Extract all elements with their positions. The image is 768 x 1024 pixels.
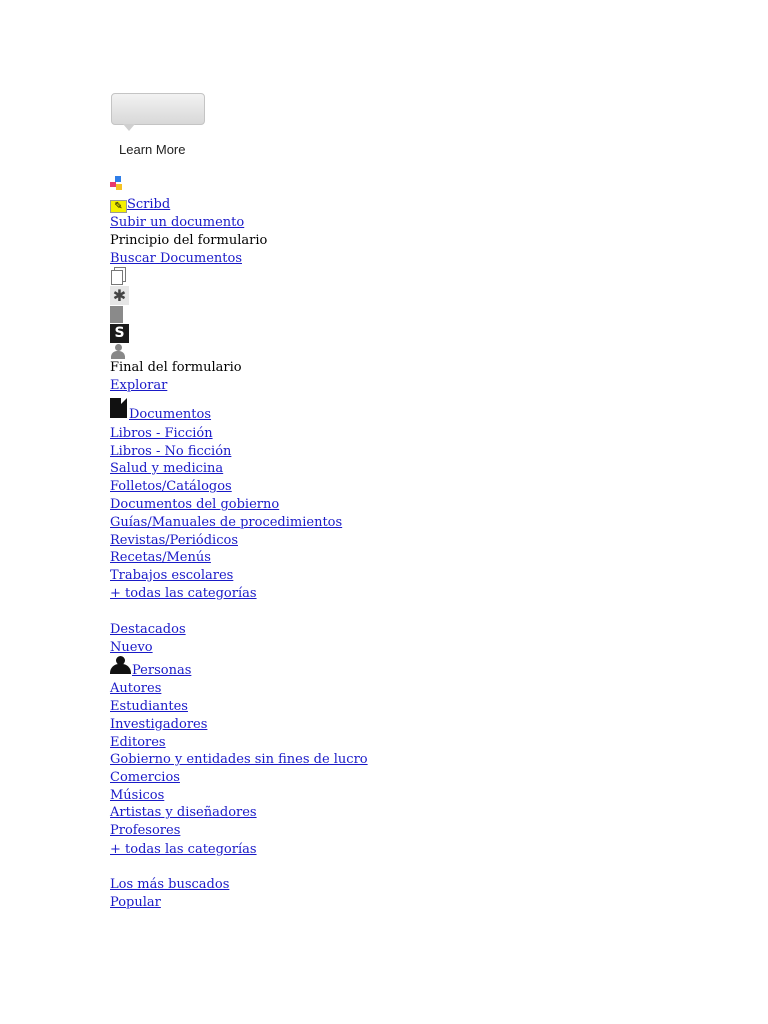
doc-category-link[interactable]: Folletos/Catálogos (110, 479, 232, 494)
form-start-text: Principio del formulario (110, 233, 268, 248)
doc-category-link[interactable]: Trabajos escolares (110, 568, 234, 583)
upload-document-link[interactable]: Subir un documento (110, 215, 245, 230)
people-category-link[interactable]: Gobierno y entidades sin fines de lucro (110, 752, 368, 767)
search-documents-link[interactable]: Buscar Documentos (110, 251, 242, 266)
bubble-tail (123, 124, 135, 131)
all-people-categories-link[interactable]: + todas las categorías (110, 842, 257, 857)
documents-link[interactable]: Documentos (129, 407, 212, 422)
people-category-link[interactable]: Editores (110, 735, 166, 750)
people-category-link[interactable]: Profesores (110, 823, 181, 838)
document-icon[interactable] (110, 306, 123, 323)
doc-category-link[interactable]: Documentos del gobierno (110, 497, 280, 512)
people-category-link[interactable]: Músicos (110, 788, 165, 803)
gear-icon[interactable]: ✱ (110, 286, 129, 305)
scribd-link[interactable]: Scribd (127, 197, 171, 212)
doc-category-link[interactable]: Libros - No ficción (110, 444, 232, 459)
people-category-link[interactable]: Autores (110, 681, 162, 696)
new-link[interactable]: Nuevo (110, 640, 153, 655)
popular-link[interactable]: Popular (110, 895, 161, 910)
people-link[interactable]: Personas (132, 663, 192, 678)
pencil-icon: ✎ (110, 200, 127, 213)
scribd-logo-icon (110, 176, 124, 192)
people-category-link[interactable]: Investigadores (110, 717, 208, 732)
people-category-link[interactable]: Artistas y diseñadores (110, 805, 257, 820)
most-searched-link[interactable]: Los más buscados (110, 877, 230, 892)
people-category-link[interactable]: Comercios (110, 770, 180, 785)
doc-category-link[interactable]: Guías/Manuales de procedimientos (110, 515, 343, 530)
featured-link[interactable]: Destacados (110, 622, 186, 637)
learn-more-bubble[interactable] (111, 93, 205, 125)
explore-link[interactable]: Explorar (110, 378, 168, 393)
doc-category-link[interactable]: Recetas/Menús (110, 550, 211, 565)
all-doc-categories-link[interactable]: + todas las categorías (110, 586, 257, 601)
people-person-icon (110, 656, 131, 674)
form-end-text: Final del formulario (110, 360, 242, 375)
copy-documents-icon[interactable] (110, 267, 126, 285)
learn-more-label[interactable]: Learn More (119, 142, 186, 157)
doc-category-link[interactable]: Revistas/Periódicos (110, 533, 238, 548)
doc-category-link[interactable]: Salud y medicina (110, 461, 224, 476)
scribd-link-row[interactable] (110, 196, 170, 213)
doc-category-link[interactable]: Libros - Ficción (110, 426, 213, 441)
scribd-s-icon[interactable]: S (110, 324, 129, 343)
documents-doc-icon (110, 398, 127, 418)
person-icon[interactable] (110, 344, 126, 359)
people-category-link[interactable]: Estudiantes (110, 699, 188, 714)
